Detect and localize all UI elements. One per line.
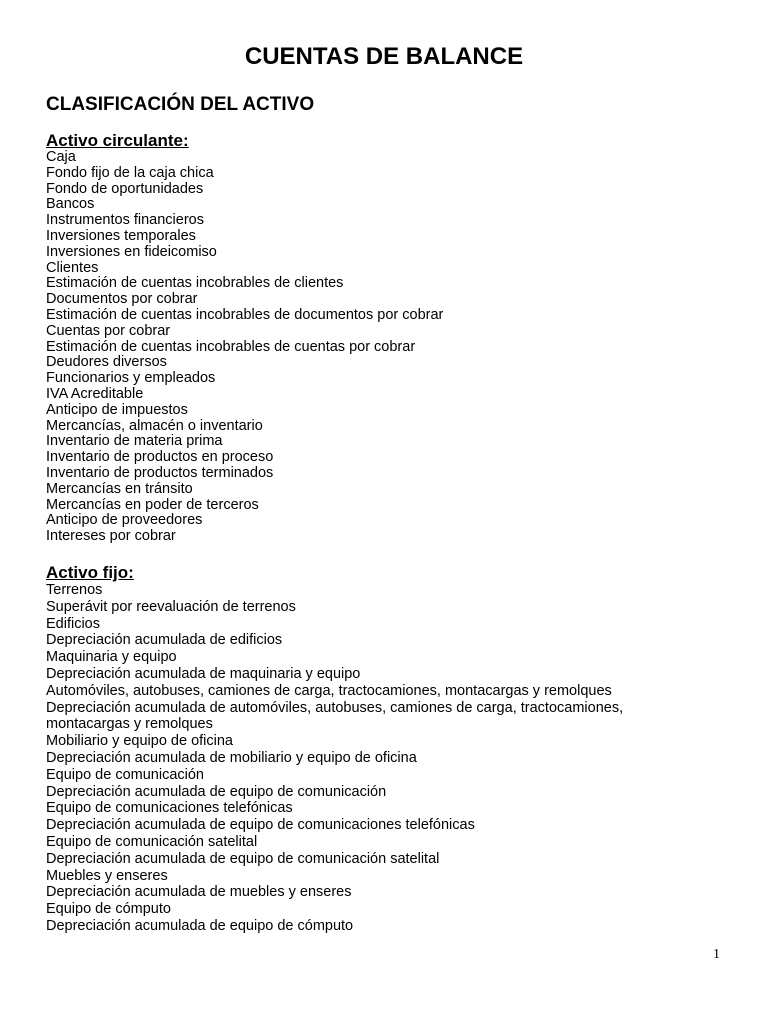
account-item: Cuentas por cobrar <box>46 322 171 339</box>
account-item: Automóviles, autobuses, camiones de carga, tractocamiones, montacargas y remolques <box>46 682 612 699</box>
account-item: Equipo de comunicación satelital <box>46 833 258 850</box>
activo-circulante-list <box>46 150 443 545</box>
activo-fijo-list <box>46 582 623 935</box>
account-item: Depreciación acumulada de equipo de comunicación satelital <box>46 850 440 867</box>
account-item: Maquinaria y equipo <box>46 649 177 666</box>
account-item: Mercancías en poder de terceros <box>46 496 259 513</box>
account-item: Mercancías, almacén o inventario <box>46 417 263 434</box>
account-item: Estimación de cuentas incobrables de clientes <box>46 275 344 292</box>
account-item: Fondo de oportunidades <box>46 180 204 197</box>
account-item: Fondo fijo de la caja chica <box>46 164 214 181</box>
account-item: Inversiones temporales <box>46 227 196 244</box>
account-item: Estimación de cuentas incobrables de cuentas por cobrar <box>46 338 416 355</box>
account-item: Anticipo de impuestos <box>46 401 188 418</box>
account-item: Depreciación acumulada de automóviles, autobuses, camiones de carga, tractocamiones, <box>46 699 624 716</box>
section-heading: CLASIFICACIÓN DEL ACTIVO <box>46 94 315 115</box>
account-item: Edificios <box>46 615 100 632</box>
account-item: Superávit por reevaluación de terrenos <box>46 598 296 615</box>
page-number: 1 <box>713 947 720 962</box>
activo-circulante-title: Activo circulante: <box>46 131 189 150</box>
account-item: Depreciación acumulada de equipo de comunicación <box>46 783 387 800</box>
account-item: Depreciación acumulada de equipo de cómputo <box>46 917 354 934</box>
account-item: montacargas y remolques <box>46 716 213 733</box>
account-item: Equipo de comunicaciones telefónicas <box>46 800 293 817</box>
activo-fijo-title: Activo fijo: <box>46 563 134 582</box>
account-item: Intereses por cobrar <box>46 528 176 545</box>
account-item: Clientes <box>46 259 99 276</box>
account-item: Depreciación acumulada de maquinaria y equipo <box>46 665 361 682</box>
account-item: Mercancías en tránsito <box>46 480 193 497</box>
account-item: Depreciación acumulada de muebles y enseres <box>46 884 352 901</box>
account-item: Inventario de productos terminados <box>46 464 274 481</box>
account-item: Depreciación acumulada de equipo de comunicaciones telefónicas <box>46 817 475 834</box>
account-item: Documentos por cobrar <box>46 291 198 308</box>
account-item: IVA Acreditable <box>46 385 144 402</box>
account-item: Depreciación acumulada de edificios <box>46 632 283 649</box>
account-item: Estimación de cuentas incobrables de documentos por cobrar <box>46 306 444 323</box>
account-item: Bancos <box>46 196 95 213</box>
account-item: Inventario de materia prima <box>46 433 223 450</box>
account-item: Terrenos <box>46 582 103 598</box>
account-item: Caja <box>46 149 76 165</box>
account-item: Inversiones en fideicomiso <box>46 243 217 260</box>
account-item: Depreciación acumulada de mobiliario y equipo de oficina <box>46 749 417 766</box>
account-item: Equipo de comunicación <box>46 766 204 783</box>
account-item: Deudores diversos <box>46 354 167 371</box>
account-item: Muebles y enseres <box>46 867 168 884</box>
account-item: Mobiliario y equipo de oficina <box>46 733 233 750</box>
account-item: Inventario de productos en proceso <box>46 449 274 466</box>
account-item: Anticipo de proveedores <box>46 512 203 529</box>
account-item: Instrumentos financieros <box>46 212 204 229</box>
account-item: Equipo de cómputo <box>46 901 171 918</box>
document-title: CUENTAS DE BALANCE <box>244 43 524 70</box>
account-item: Funcionarios y empleados <box>46 370 216 387</box>
